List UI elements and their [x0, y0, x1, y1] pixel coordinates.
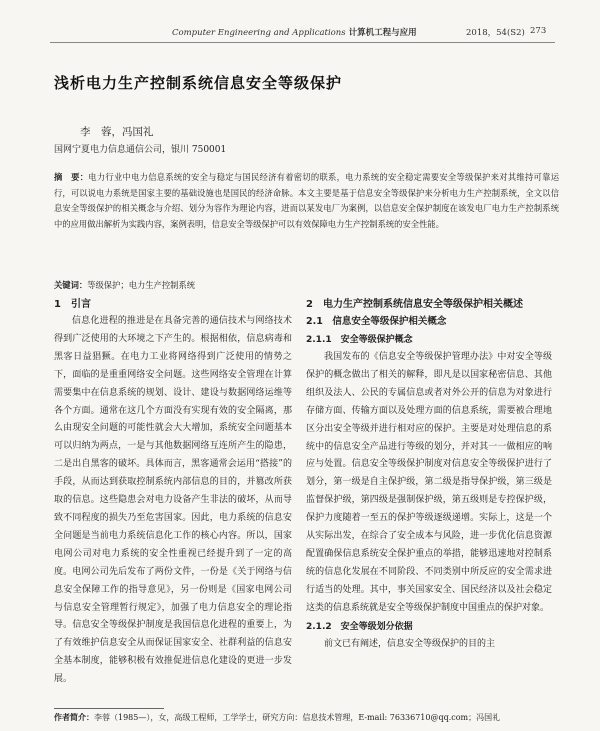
section-2-1-1-heading: 2.1.1 安全等级保护概念 [306, 335, 413, 345]
journal-name: Computer Engineering and Applications 计算机工程与应用 [172, 28, 417, 38]
section-2-1-heading: 2.1 信息安全等级保护相关概念 [306, 316, 447, 327]
keywords [54, 279, 195, 291]
author-footnote [54, 712, 500, 723]
affiliation: 国网宁夏电力信息通信公司，银川 750001 [54, 145, 227, 155]
running-header [0, 26, 600, 46]
abstract-text: 电力行业中电力信息系统的安全与稳定与国民经济有着密切的联系，电力系统的安全稳定需要安全等级保护来对其维持可靠运行，可以说电力系统是国家主要的基础设施也是国民的经济命脉。本文主要是基于信息安全等级保护来分析电力生产控制系统，全文以信息安全等级保护的相关概念与介绍、划分为容作为理论内容，进而以某发电厂为案例，以信息安全保护制度在该发电厂电力生产控制系统中的应用做出解析为实践内容，案例表明，信息安全等级保护可以有效保障电力生产控制系统的安全性能。 [54, 172, 559, 229]
footnote-text: 李蓉（1985—），女，高级工程师，工学学士，研究方向：信息技术管理，E-mail: 76336710@qq.com；冯国礼 [94, 713, 501, 722]
abstract [54, 170, 559, 232]
section-1-heading: 1 引言 [54, 299, 91, 310]
section-2-1-2-heading: 2.1.2 安全等级划分依据 [306, 621, 413, 632]
section-1-paragraph: 信息化进程的推进是在具备完善的通信技术与网络技术得到广泛使用的大环境之下产生的。根据相依，信息病毒和黑客日益猖獗。在电力工业将网络得到广泛使用的情势之下，面临的是重重网络安全问题。这些网络安全管理在计算需要集中在信息系统的规划、设计、建设与数据网络运维等各个方面。通常在这几个方面没有实现有效的安全隔离，那么由现安全问题的可能性就会大大增加，系统安全问题基本可以归纳为两点，一是与其他数据网络互连所产生的隐患，二是出自黑客的破坏。具体而言，黑客通常会运用“搭接”的手段，从而达到获取控制系统内部信息的目的，并篡改所获取的信息。这些隐患会对电力设备产生非法的破坏，从而导致不同程度的损失乃至危害国家。因此，电力系统的信息安全问题是当前电力系统信息化工作的核心内容。所以，国家电网公司对电力系统的安全性重视已经提升到了一定的高度。电网公司先后发布了两份文件，一份是《关于网络与信息安全保障工作的指导意见》，另一份则是《国家电网公司与信息安全管理暂行规定》，加强了电力信息安全的理论指导。信息安全等级保护制度是我国信息化进程的重要上，为了有效维护信息安全从而保证国家安全、社群利益的信息安全基本制度，能够积极有效推促进信息化建设的更进一步发展。 [54, 316, 292, 685]
header-rule [50, 42, 555, 43]
footnote-rule [54, 708, 164, 709]
section-2-heading: 2 电力生产控制系统信息安全等级保护相关概述 [306, 299, 523, 310]
keywords-label: 关键词： [54, 280, 88, 290]
issue-info: 2018，54(S2) [466, 28, 525, 38]
left-column [54, 296, 292, 689]
keywords-text: 等级保护；电力生产控制系统 [87, 280, 196, 290]
section-2-1-2-paragraph: 前文已有阐述，信息安全等级保护的目的主 [324, 638, 496, 649]
section-2-1-1-paragraph: 我国发布的《信息安全等级保护管理办法》中对安全等级保护的概念做出了相关的解释，即凡是以国家秘密信息、其他组织及法人、公民的专属信息或者对外公开的信息为对象进行存储方面、传输方面以及处理方面的信息系统，需要被合理地区分出安全等级并进行相对应的保护。主要是对处理信息的系统中的信息安全产品进行等级的划分，并对其一一做相应的响应与处置。信息安全等级保护制度对信息安全等级保护进行了划分，第一级是自主保护级，第二级是指导保护级，第三级是监督保护级，第四级是强制保护级，第五级则是专控保护级，保护力度随着一至五的保护等级逐级递增。实际上，这是一个从实际出发，在综合了安全成本与风险，进一步优化信息资源配置确保信息系统安全保护重点的举措，能够迅速地对控制系统的信息化发展在不同阶段、不同类别中所反应的安全需求进行适当的处理。其中，事关国家安全、国民经济以及社会稳定这类的信息系统就是安全等级保护制度中国重点的保护对象。 [306, 352, 552, 613]
paper-title: 浅析电力生产控制系统信息安全等级保护 [54, 74, 343, 92]
right-column [306, 296, 552, 654]
abstract-label: 摘 要： [54, 172, 89, 182]
footnote-label: 作者简介： [54, 713, 94, 722]
page-number: 273 [530, 26, 547, 36]
authors: 李 蓉，冯国礼 [80, 126, 154, 138]
journal-name-cn: 计算机工程与应用 [348, 28, 417, 38]
